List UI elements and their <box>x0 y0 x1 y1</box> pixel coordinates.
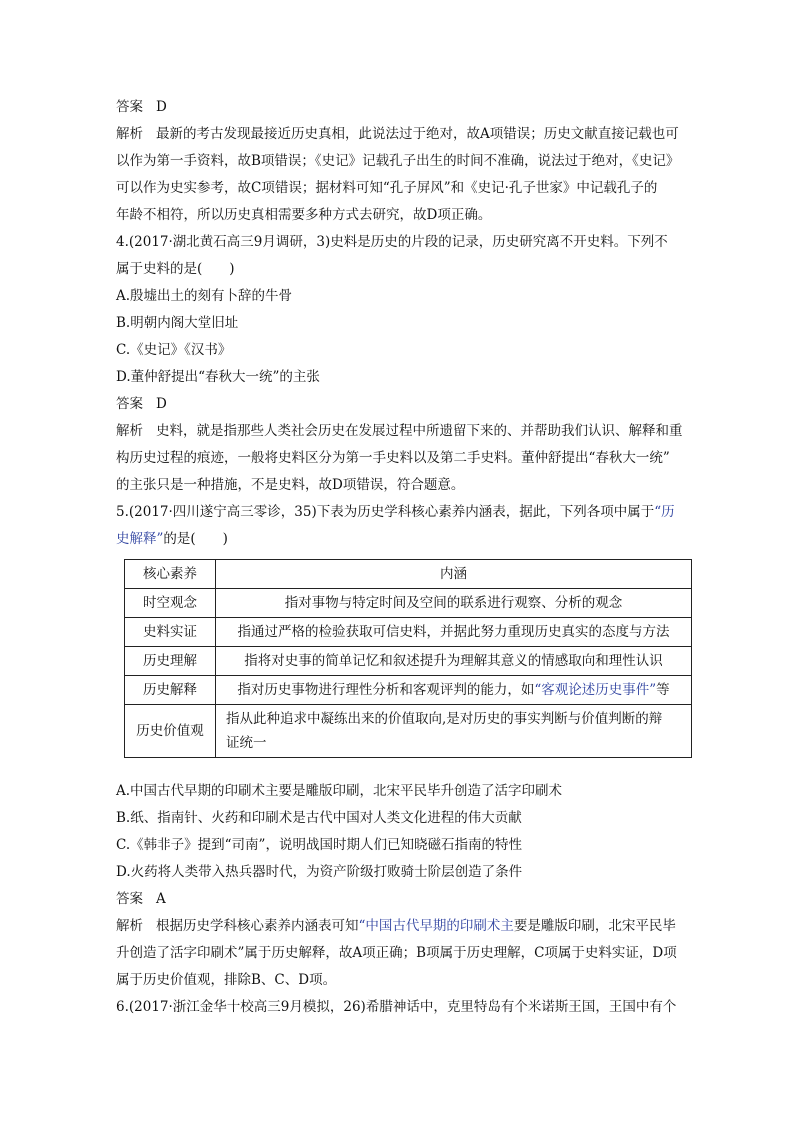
answer-line <box>116 391 696 418</box>
option-c: C.《韩非子》提到“司南”，说明战国时期人们已知晓磁石指南的特性 <box>116 837 522 853</box>
option-a: A.中国古代早期的印刷术主要是雕版印刷，北宋平民毕升创造了活字印刷术 <box>116 783 563 799</box>
answer-label: 答案 <box>116 396 143 412</box>
table-row <box>125 618 692 647</box>
analysis-line: 可以作为史实参考，故C项错误；据材料可知“孔子屏风”和《史记·孔子世家》中记载孔子的 <box>116 180 658 196</box>
analysis-label: 解析 <box>116 423 143 439</box>
analysis-line: 的主张只是一种措施，不是史料，故D项错误，符合题意。 <box>116 477 465 493</box>
table-header: 内涵 <box>216 560 692 589</box>
answer-line <box>116 94 696 121</box>
answer-value: D <box>156 396 167 412</box>
analysis-line: 构历史过程的痕迹，一般将史料区分为第一手史料以及第二手史料。董仲舒提出“春秋大一统” <box>116 450 670 466</box>
question-5-stem: 史解释”的是( ) <box>116 531 228 547</box>
table-cell: 指将对史事的简单记忆和叙述提升为理解其意义的情感取向和理性认识 <box>216 647 692 676</box>
analysis-line: 以作为第一手资料，故B项错误；《史记》记载孔子出生的时间不准确，说法过于绝对，《史记》 <box>116 153 680 169</box>
document-body <box>116 94 696 1021</box>
option-b: B.明朝内阁大堂旧址 <box>116 315 239 331</box>
table-cell: 历史解释 <box>125 676 216 705</box>
analysis-label: 解析 <box>116 918 143 934</box>
core-literacy-table <box>124 559 692 758</box>
question-4-stem: 4.(2017·湖北黄石高三9月调研，3)史料是历史的片段的记录，历史研究离不开史料。下列不 <box>116 234 668 250</box>
analysis-line: 年龄不相符，所以历史真相需要多种方式去研究，故D项正确。 <box>116 207 492 223</box>
table-cell: 指通过严格的检验获取可信史料，并据此努力重现历史真实的态度与方法 <box>216 618 692 647</box>
analysis-line: 解析 史料，就是指那些人类社会历史在发展过程中所遗留下来的、并帮助我们认识、解释和重 <box>116 418 696 445</box>
analysis-label: 解析 <box>116 126 143 142</box>
option-a: A.殷墟出土的刻有卜辞的牛骨 <box>116 288 293 304</box>
table-cell: 史料实证 <box>125 618 216 647</box>
option-d: D.火药将人类带入热兵器时代，为资产阶级打败骑士阶层创造了条件 <box>116 864 523 880</box>
option-b: B.纸、指南针、火药和印刷术是古代中国对人类文化进程的伟大贡献 <box>116 810 522 826</box>
table-cell: 时空观念 <box>125 589 216 618</box>
question-4-stem: 属于史料的是( ) <box>116 261 235 277</box>
option-c: C.《史记》《汉书》 <box>116 342 232 358</box>
answer-value: A <box>156 891 166 907</box>
table-cell: 指对历史事物进行理性分析和客观评判的能力，如“客观论述历史事件”等 <box>216 676 692 705</box>
table-row <box>125 705 692 758</box>
answer-value: D <box>156 99 167 115</box>
table-header: 核心素养 <box>125 560 216 589</box>
analysis-line: 属于历史价值观，排除B、C、D项。 <box>116 972 337 988</box>
question-6-stem: 6.(2017·浙江金华十校高三9月模拟，26)希腊神话中，克里特岛有个米诺斯王国，王国中有个 <box>116 999 677 1015</box>
table-cell: 历史价值观 <box>125 705 216 758</box>
answer-label: 答案 <box>116 99 143 115</box>
answer-label: 答案 <box>116 891 143 907</box>
table-cell: 历史理解 <box>125 647 216 676</box>
table-row <box>125 647 692 676</box>
table-row <box>125 676 692 705</box>
analysis-line: 升创造了活字印刷术”属于历史解释，故A项正确；B项属于历史理解，C项属于史料实证，D项 <box>116 945 677 961</box>
table-cell: 指对事物与特定时间及空间的联系进行观察、分析的观念 <box>216 589 692 618</box>
table-row <box>125 589 692 618</box>
table-cell: 指从此种追求中凝练出来的价值取向,是对历史的事实判断与价值判断的辩 证统一 <box>216 705 692 758</box>
analysis-line: 解析 根据历史学科核心素养内涵表可知“中国古代早期的印刷术主要是雕版印刷，北宋平民毕 <box>116 913 696 940</box>
question-5-stem: 5.(2017·四川遂宁高三零诊，35)下表为历史学科核心素养内涵表，据此，下列各项中属于“历 <box>116 504 675 520</box>
answer-line <box>116 886 696 913</box>
option-d: D.董仲舒提出“春秋大一统”的主张 <box>116 369 320 385</box>
table-header-row <box>125 560 692 589</box>
analysis-line: 解析 最新的考古发现最接近历史真相，此说法过于绝对，故A项错误；历史文献直接记载也可 <box>116 121 696 148</box>
